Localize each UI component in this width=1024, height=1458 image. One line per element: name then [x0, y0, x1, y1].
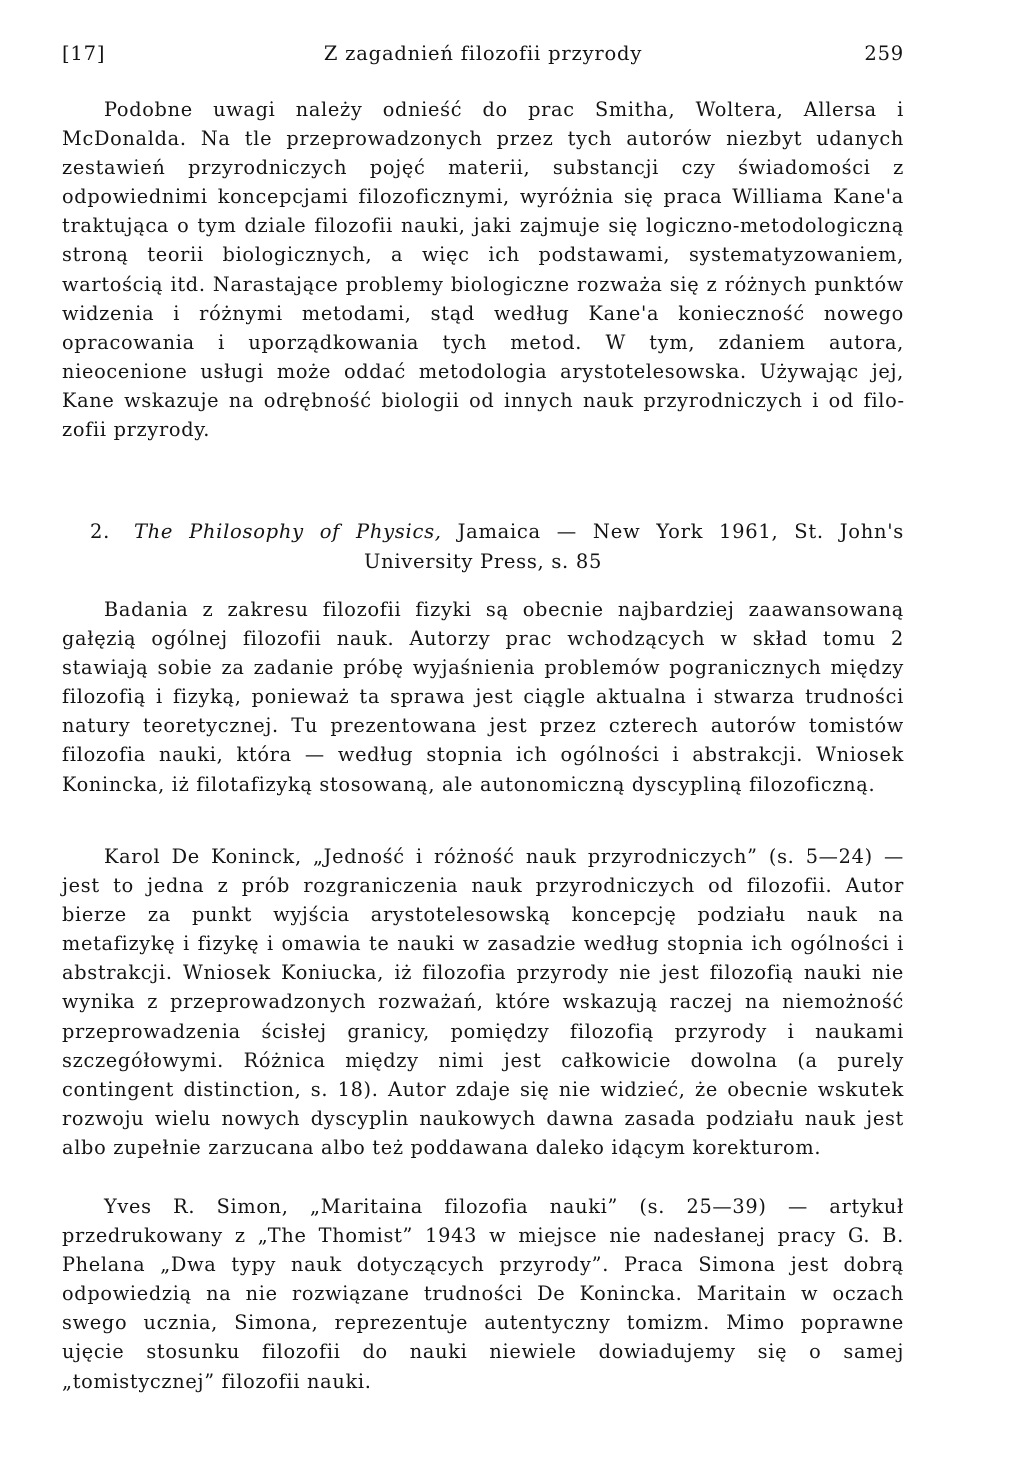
section-title: The Philosophy of Physics, — [133, 520, 442, 543]
paragraph-de-koninck: Karol De Koninck, „Jedność i różność nauk przyrodniczych” (s. 5—24) — jest to jedna z prób rozgraniczenia nauk przyrodniczych od filozofii. Autor bierze za punkt wyjścia arystotelesowską koncepcję podziału nauk na metafizykę i fizykę i omawia te nauki w zasadzie według stopnia ich ogólności i abstrakcji. Wniosek Koniucka, iż filozofia przyrody nie jest filozofią nauki nie wynika z przeprowadzonych rozważań, które wskazują raczej na niemożność przeprowadzenia ścisłej granicy, pomiędzy filozofią przyrody i naukami szczegółowymi. Różnica między nimi jest całkowicie dowolna (a purely contingent distinction, s. 18). Autor zdaje się nie widzieć, że obecnie wskutek rozwoju wielu nowych dyscyplin naukowych dawna zasada podziału nauk jest albo zupełnie zarzucana albo też poddawana daleko idącym korekturom. — [62, 845, 904, 1159]
section-number: 2. — [90, 520, 111, 543]
page-number: 259 — [864, 42, 904, 65]
paragraph-intro: Badania z zakresu filozofii fizyki są obecnie najbardziej zaawansowaną gałęzią ogólnej filozofii nauk. Autorzy prac wchodzących w skład tomu 2 stawiają sobie za zadanie próbę wyjaśnienia problemów pogranicznych między filozofią i fizyką, ponieważ ta sprawa jest ciągle aktualna i stwarza trudności natury teoretycznej. Tu prezentowana jest przez czterech autorów tomistów filozofia nauki, która — według stopnia ich ogólności i abstrakcji. Wniosek Konincka, iż filotafizyką stosowaną, ale autonomiczną dyscypliną filozoficzną. — [62, 598, 904, 796]
paragraph-kane: Podobne uwagi należy odnieść do prac Smitha, Woltera, Allersa i McDonalda. Na tle przeprowadzonych przez tych autorów niezbyt udanych zestawień przyrodniczych pojęć materii, substancji czy świadomości z odpowiednimi koncepcjami filozoficznymi, wyróżnia się praca Williama Kane'a traktująca o tym dziale filozofii nauki, jaki zajmuje się logiczno-metodologiczną stroną teorii biologicznych, a więc ich podstawami, systematyzowaniem, wartością itd. Narastające problemy biologiczne rozważa się z różnych punktów widzenia i różnymi metodami, stąd według Kane'a konieczność nowego opracowania i uporządkowania tych metod. W tym, zdaniem autora, nieocenione usługi może oddać metodologia arystotelesowska. Używając jej, Kane wskazuje na odrębność biologii od innych nauk przyrodniczych i od filozofii przyrody. — [62, 98, 904, 442]
paragraph-simon: Yves R. Simon, „Maritaina filozofia nauki” (s. 25—39) — artykuł przedrukowany z „The Thomist” 1943 w miejsce nie nadesłanej pracy G. B. Phelana „Dwa typy nauk dotyczących przyrody”. Praca Simona jest dobrą odpowiedzią na nie rozwiązane trudności De Konincka. Maritain w oczach swego ucznia, Simona, reprezentuje autentyczny tomizm. Mimo poprawne ujęcie stosunku filozofii do nauki niewiele dowiadujemy się o samej „tomistycznej” filozofii nauki. — [62, 1195, 904, 1393]
section-heading — [62, 517, 904, 577]
running-header — [62, 42, 904, 72]
article-number: [17] — [62, 42, 106, 65]
section-details: Jamaica — New York 1961, St. John's University Press, s. 85 — [363, 520, 904, 573]
running-title: Z zagadnień filozofii przyrody — [323, 42, 643, 65]
